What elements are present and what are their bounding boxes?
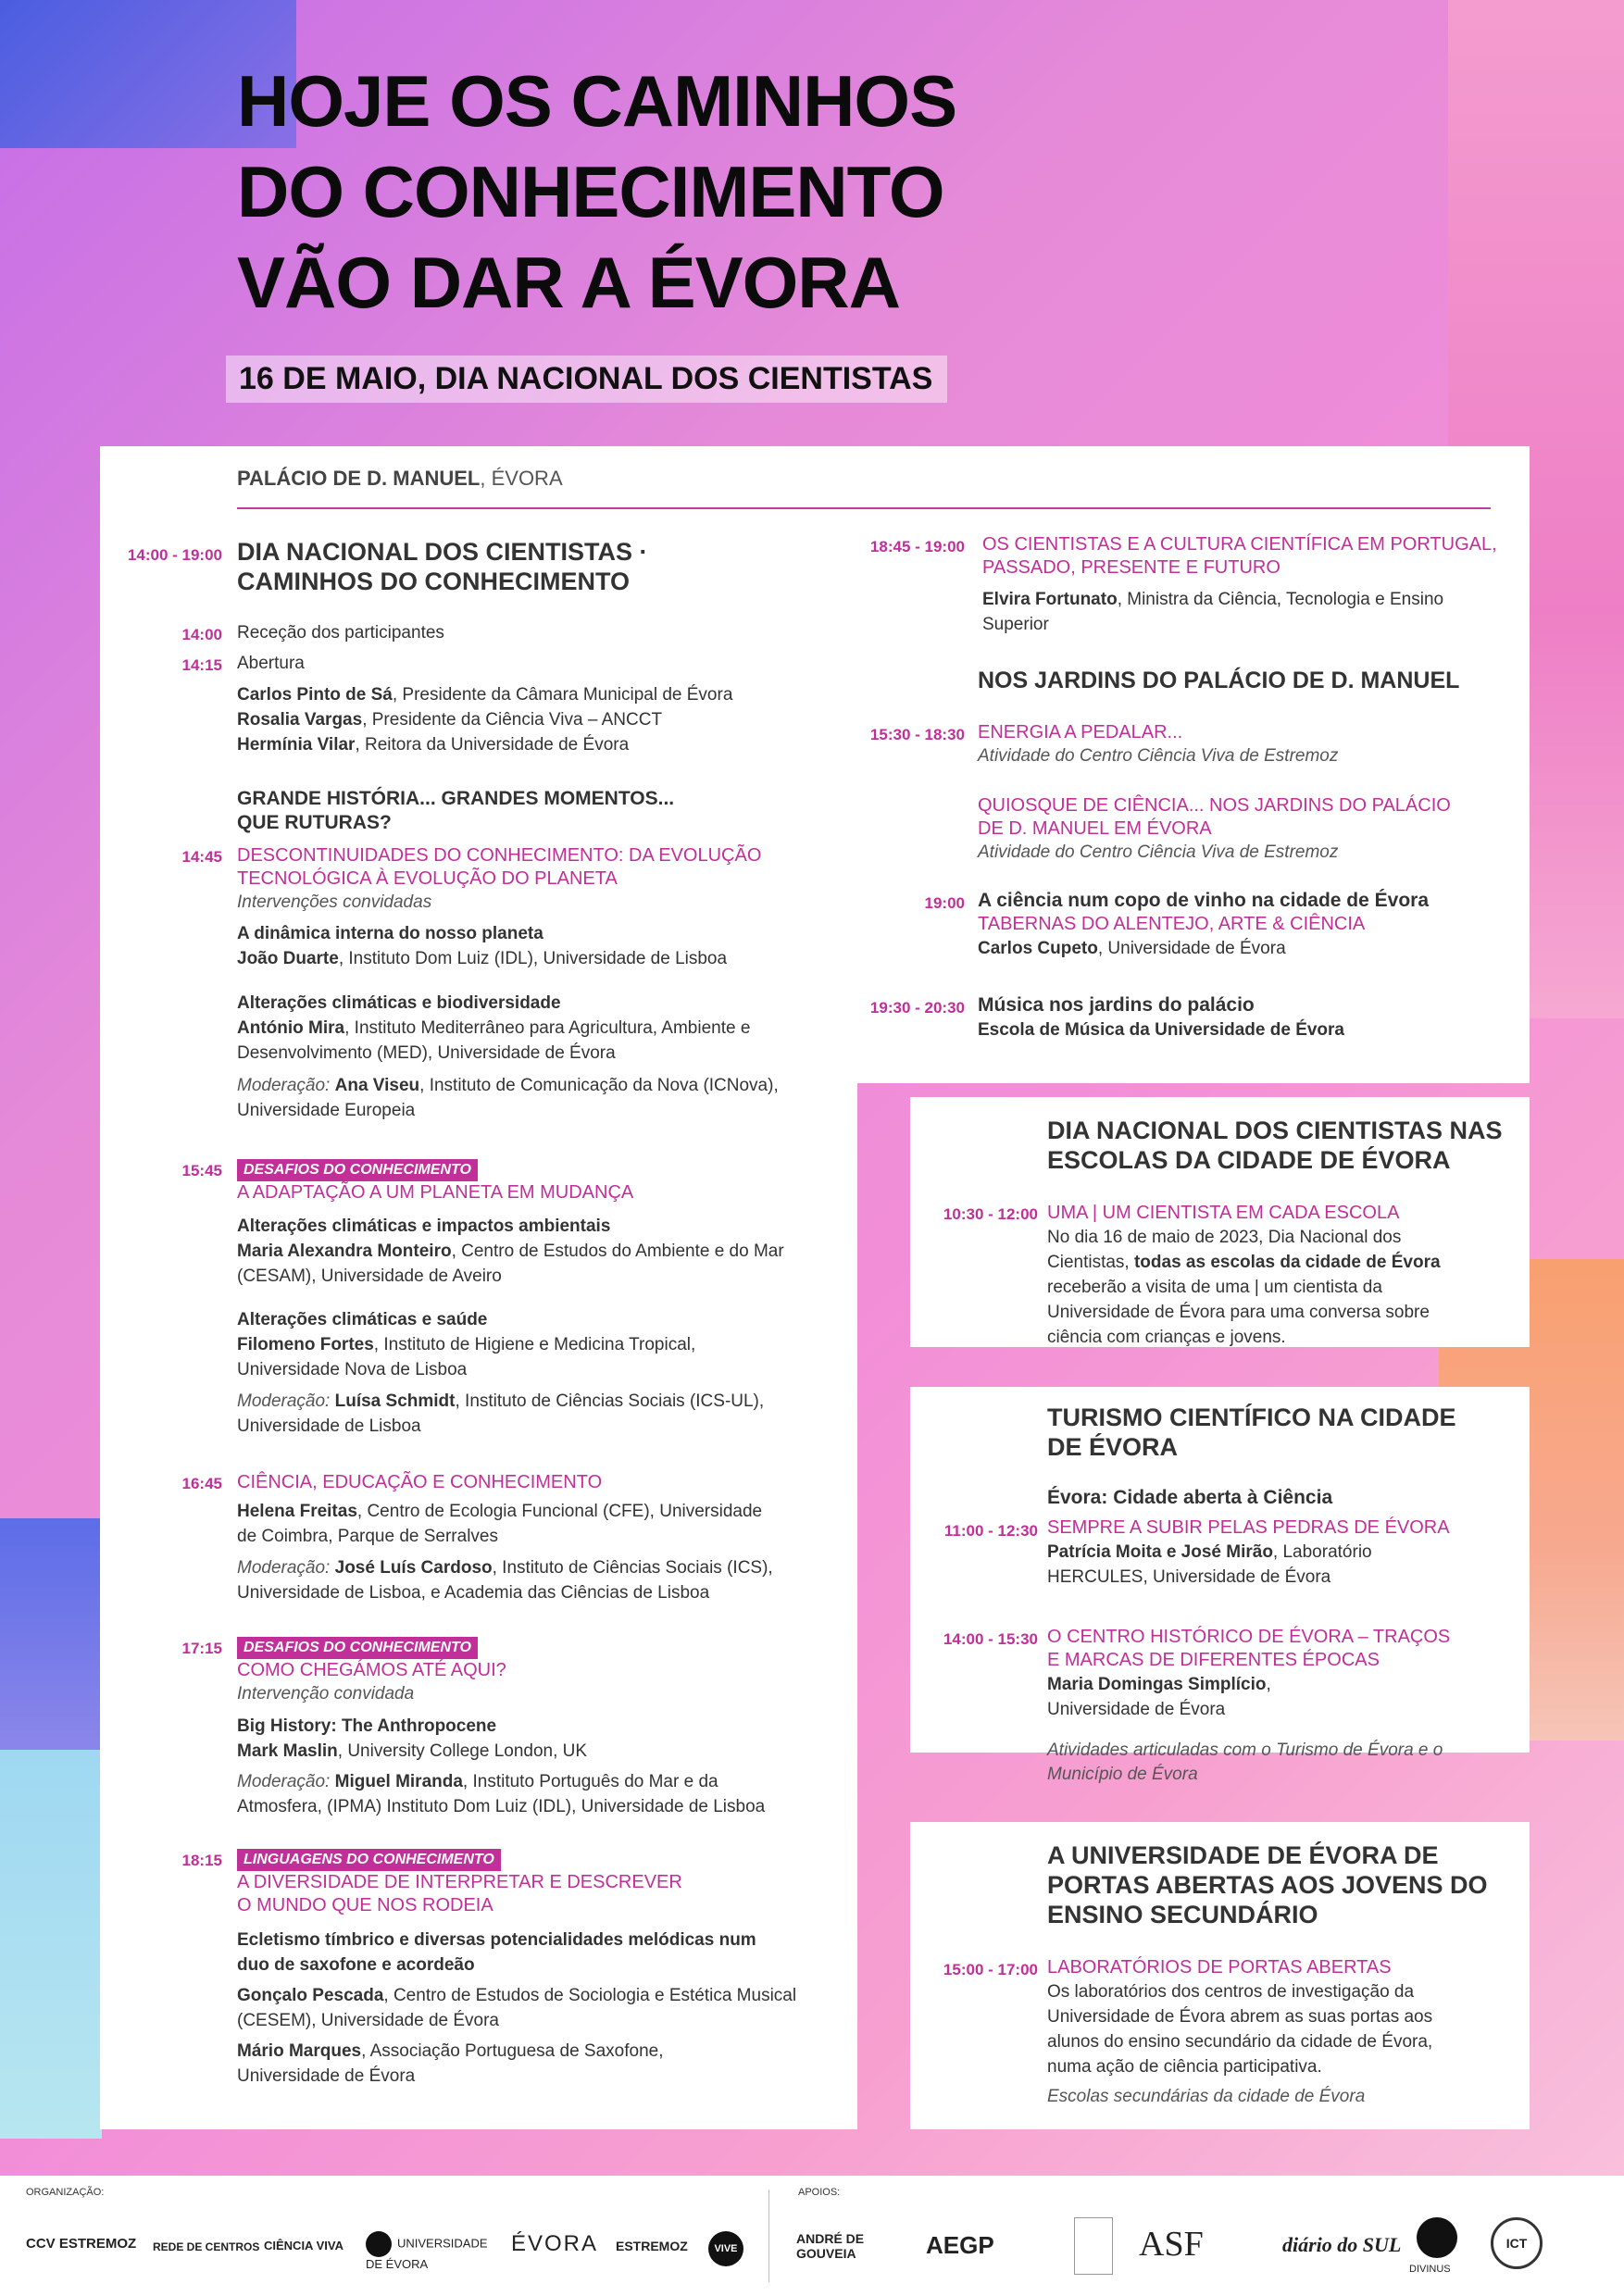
talk-big-history: Big History: The Anthropocene Mark Maslin, University College London, UK (237, 1716, 588, 1761)
schools-activity: UMA | UM CIENTISTA EM CADA ESCOLA No dia 16 de maio de 2023, Dia Nacional dos Cientistas, todas as escolas da cidade de Évora receberão a visita de uma | um cientista da Universidade de Évora para uma conversa sobre ciência com crianças e jovens. (1047, 1203, 1441, 1347)
poster-title (237, 56, 956, 328)
bg-block-cyan (0, 1750, 102, 2139)
opening-speaker: Hermínia Vilar, Reitora da Universidade de Évora (237, 735, 630, 755)
opening: Abertura (237, 654, 305, 673)
logo-universidade-evora: UNIVERSIDADE DE ÉVORA (366, 2231, 495, 2271)
category-tag: DESAFIOS DO CONHECIMENTO (237, 1637, 478, 1659)
activity-wine-title: A ciência num copo de vinho na cidade de Évora (978, 890, 1430, 911)
opening-speakers (237, 682, 732, 757)
talk-climate-biodiversity: Alterações climáticas e biodiversidade António Mira, Instituto Mediterrâneo para Agricultura, Ambiente e Desenvolvimento (MED), Universidade de Évora (237, 993, 751, 1063)
logo-estremoz: ESTREMOZ (616, 2239, 688, 2253)
time-1815: 18:15 (181, 1852, 222, 1869)
title-line-3: VÃO DAR A ÉVORA (237, 242, 900, 323)
tourism-heading: TURISMO CIENTÍFICO NA CIDADE DE ÉVORA (1047, 1404, 1456, 1461)
schools-heading: DIA NACIONAL DOS CIENTISTAS NAS ESCOLAS DA CIDADE DE ÉVORA (1047, 1117, 1503, 1174)
talk-climate-health: Alterações climáticas e saúde Filomeno Fortes, Instituto de Higiene e Medicina Tropical, Universidade Nova de Lisboa (237, 1310, 696, 1379)
session-1715-title: COMO CHEGÁMOS ATÉ AQUI? (237, 1660, 506, 1680)
main-session-title-1: DIA NACIONAL DOS CIENTISTAS · (237, 538, 648, 566)
logo-vive: VIVE (708, 2231, 743, 2266)
divinus-icon (1417, 2217, 1457, 2258)
venue (237, 467, 563, 491)
talk-music-duo: Ecletismo tímbrico e diversas potencialidades melódicas num duo de saxofone e acordeão Gonçalo Pescada, Centro de Estudos de Sociologia e Estética Musical (CESEM), Universidade de Évora Mário Marques, Associação Portuguesa de Saxofone, Universidade de Évora (237, 1930, 797, 2086)
university-activity-title: LABORATÓRIOS DE PORTAS ABERTAS (1047, 1957, 1392, 1978)
logo-ccv-estremoz: CCV ESTREMOZ (26, 2236, 137, 2252)
tourism-subtitle: Évora: Cidade aberta à Ciência (1047, 1487, 1333, 1508)
activity-wine-subtitle: TABERNAS DO ALENTEJO, ARTE & CIÊNCIA (978, 914, 1366, 934)
moderation-3: Moderação: José Luís Cardoso, Instituto de Ciências Sociais (ICS), Universidade de Lisboa, e Academia das Ciências de Lisboa (237, 1558, 773, 1603)
time-1030: 10:30 - 12:00 (943, 1205, 1038, 1223)
time-1445: 14:45 (181, 848, 222, 866)
time-1530: 15:30 - 18:30 (869, 726, 965, 743)
moderation-1: Moderação: Ana Viseu, Instituto de Comunicação da Nova (ICNova), Universidade Europeia (237, 1076, 779, 1120)
schools-activity-title: UMA | UM CIENTISTA EM CADA ESCOLA (1047, 1203, 1400, 1223)
opening-speaker: Carlos Pinto de Sá, Presidente da Câmara Municipal de Évora (237, 685, 733, 705)
grande-historia-line-2: QUE RUTURAS? (237, 812, 392, 833)
time-1415: 14:15 (181, 656, 222, 674)
time-1645: 16:45 (181, 1475, 222, 1492)
session-1445-title-2: TECNOLÓGICA À EVOLUÇÃO DO PLANETA (237, 868, 618, 889)
university-activity: LABORATÓRIOS DE PORTAS ABERTAS Os laboratórios dos centros de investigação da Universidade de Évora abrem as suas portas aos alunos do ensino secundário da cidade de Évora, numa ação de ciência participativa. Escolas secundárias da cidade de Évora (1047, 1956, 1432, 2109)
ue-icon (366, 2231, 392, 2257)
tour-2-title-1: O CENTRO HISTÓRICO DE ÉVORA – TRAÇOS (1047, 1627, 1451, 1647)
activity-energy-note: Atividade do Centro Ciência Viva de Estremoz (978, 746, 1339, 766)
time-1400: 14:00 (181, 626, 222, 643)
activity-music-title: Música nos jardins do palácio (978, 994, 1255, 1016)
gardens-heading: NOS JARDINS DO PALÁCIO DE D. MANUEL (978, 668, 1460, 693)
category-tag: DESAFIOS DO CONHECIMENTO (237, 1159, 478, 1181)
session-1445 (237, 844, 761, 915)
logo-aegp: AEGP (926, 2231, 994, 2259)
venue-city: , ÉVORA (480, 467, 563, 490)
grande-historia-line-1: GRANDE HISTÓRIA... GRANDES MOMENTOS... (237, 788, 675, 809)
talk-internal-planet: A dinâmica interna do nosso planeta João Duarte, Instituto Dom Luiz (IDL), Universidade de Lisboa (237, 924, 728, 968)
tour-1-title: SEMPRE A SUBIR PELAS PEDRAS DE ÉVORA (1047, 1517, 1450, 1538)
category-tag: LINGUAGENS DO CONHECIMENTO (237, 1849, 501, 1871)
venue-name: PALÁCIO DE D. MANUEL (237, 467, 481, 490)
logo-asf: ASF (1139, 2225, 1204, 2264)
logo-ict: ICT (1491, 2217, 1543, 2269)
talk-education: Helena Freitas, Centro de Ecologia Funcional (CFE), Universidade de Coimbra, Parque de Serralves (237, 1502, 763, 1546)
time-1400b: 14:00 - 15:30 (943, 1630, 1038, 1648)
venue-divider (237, 507, 1491, 509)
time-1900: 19:00 (924, 894, 965, 912)
talk-fortunato: Elvira Fortunato, Ministra da Ciência, Tecnologia e Ensino Superior (982, 590, 1444, 634)
tour-2: O CENTRO HISTÓRICO DE ÉVORA – TRAÇOS E MARCAS DE DIFERENTES ÉPOCAS Maria Domingas Simplício, Universidade de Évora (1047, 1627, 1451, 1719)
support-label: APOIOS: (798, 2187, 841, 2198)
activity-kiosk-title-1: QUIOSQUE DE CIÊNCIA... NOS JARDINS DO PALÁCIO (978, 795, 1451, 816)
poster-subtitle: 16 DE MAIO, DIA NACIONAL DOS CIENTISTAS (226, 356, 947, 403)
footer-divider (768, 2190, 769, 2282)
activity-wine: A ciência num copo de vinho na cidade de Évora TABERNAS DO ALENTEJO, ARTE & CIÊNCIA Carlos Cupeto, Universidade de Évora (978, 890, 1430, 958)
time-1545: 15:45 (181, 1162, 222, 1179)
logo-andre-gouveia: ANDRÉ DE GOUVEIA (796, 2231, 865, 2261)
time-1930: 19:30 - 20:30 (869, 999, 965, 1017)
time-1715: 17:15 (181, 1640, 222, 1657)
title-line-1: HOJE OS CAMINHOS (237, 60, 957, 142)
talk-climate-impacts: Alterações climáticas e impactos ambientais Maria Alexandra Monteiro, Centro de Estudos do Ambiente e do Mar (CESAM), Universidade de Aveiro (237, 1217, 784, 1286)
tourism-note: Atividades articuladas com o Turismo de Évora e o Município de Évora (1047, 1741, 1443, 1784)
university-note: Escolas secundárias da cidade de Évora (1047, 2087, 1366, 2106)
crest-icon (1074, 2217, 1113, 2275)
tour-2-title-2: E MARCAS DE DIFERENTES ÉPOCAS (1047, 1650, 1380, 1670)
session-1645-title: CIÊNCIA, EDUCAÇÃO E CONHECIMENTO (237, 1472, 603, 1492)
activity-energy (978, 721, 1338, 768)
logo-evora: ÉVORA (511, 2231, 599, 2256)
time-1845: 18:45 - 19:00 (869, 538, 965, 555)
session-1545 (237, 1159, 633, 1204)
session-1845-title-2: PASSADO, PRESENTE E FUTURO (982, 557, 1280, 578)
activity-energy-title: ENERGIA A PEDALAR... (978, 722, 1183, 742)
moderation-4: Moderação: Miguel Miranda, Instituto Português do Mar e da Atmosfera, (IPMA) Instituto Dom Luiz (IDL), Universidade de Lisboa (237, 1772, 766, 1816)
reception: Receção dos participantes (237, 623, 444, 643)
time-1500: 15:00 - 17:00 (943, 1961, 1038, 1978)
opening-speaker: Rosalia Vargas, Presidente da Ciência Viva – ANCCT (237, 710, 663, 730)
session-1845-title-1: OS CIENTISTAS E A CULTURA CIENTÍFICA EM PORTUGAL, (982, 534, 1497, 555)
time-main: 14:00 - 19:00 (127, 546, 222, 564)
logo-diario-sul: diário do SUL (1282, 2233, 1402, 2256)
activity-kiosk (978, 794, 1451, 865)
university-heading: A UNIVERSIDADE DE ÉVORA DE PORTAS ABERTAS AOS JOVENS DO ENSINO SECUNDÁRIO (1047, 1841, 1488, 1928)
session-1715-note: Intervenção convidada (237, 1684, 415, 1703)
title-line-2: DO CONHECIMENTO (237, 151, 944, 232)
main-session-title (237, 537, 648, 596)
activity-kiosk-note: Atividade do Centro Ciência Viva de Estremoz (978, 842, 1339, 862)
grande-historia-heading (237, 787, 674, 835)
activity-kiosk-title-2: DE D. MANUEL EM ÉVORA (978, 818, 1212, 839)
time-1100: 11:00 - 12:30 (943, 1522, 1038, 1540)
logo-divinus: DIVINUS (1409, 2264, 1451, 2275)
session-1715 (237, 1637, 506, 1706)
logo-rede-centros: REDE DE CENTROS (153, 2240, 260, 2253)
session-1545-title: A ADAPTAÇÃO A UM PLANETA EM MUDANÇA (237, 1182, 634, 1203)
main-session-title-2: CAMINHOS DO CONHECIMENTO (237, 568, 631, 595)
session-1445-note: Intervenções convidadas (237, 892, 432, 912)
session-1815 (237, 1849, 682, 1917)
logo-ciencia-viva: CIÊNCIA VIVA (264, 2239, 344, 2252)
activity-music: Música nos jardins do palácio Escola de Música da Universidade de Évora (978, 994, 1344, 1040)
tour-1: SEMPRE A SUBIR PELAS PEDRAS DE ÉVORA Patrícia Moita e José Mirão, Laboratório HERCULES, Universidade de Évora (1047, 1517, 1450, 1587)
session-1815-title-2: O MUNDO QUE NOS RODEIA (237, 1895, 493, 1915)
session-1815-title-1: A DIVERSIDADE DE INTERPRETAR E DESCREVER (237, 1872, 682, 1892)
moderation-2: Moderação: Luísa Schmidt, Instituto de Ciências Sociais (ICS-UL), Universidade de Lisboa (237, 1391, 765, 1436)
session-1445-title-1: DESCONTINUIDADES DO CONHECIMENTO: DA EVOLUÇÃO (237, 845, 762, 866)
organization-label: ORGANIZAÇÃO: (26, 2187, 105, 2198)
session-1845 (982, 533, 1497, 580)
